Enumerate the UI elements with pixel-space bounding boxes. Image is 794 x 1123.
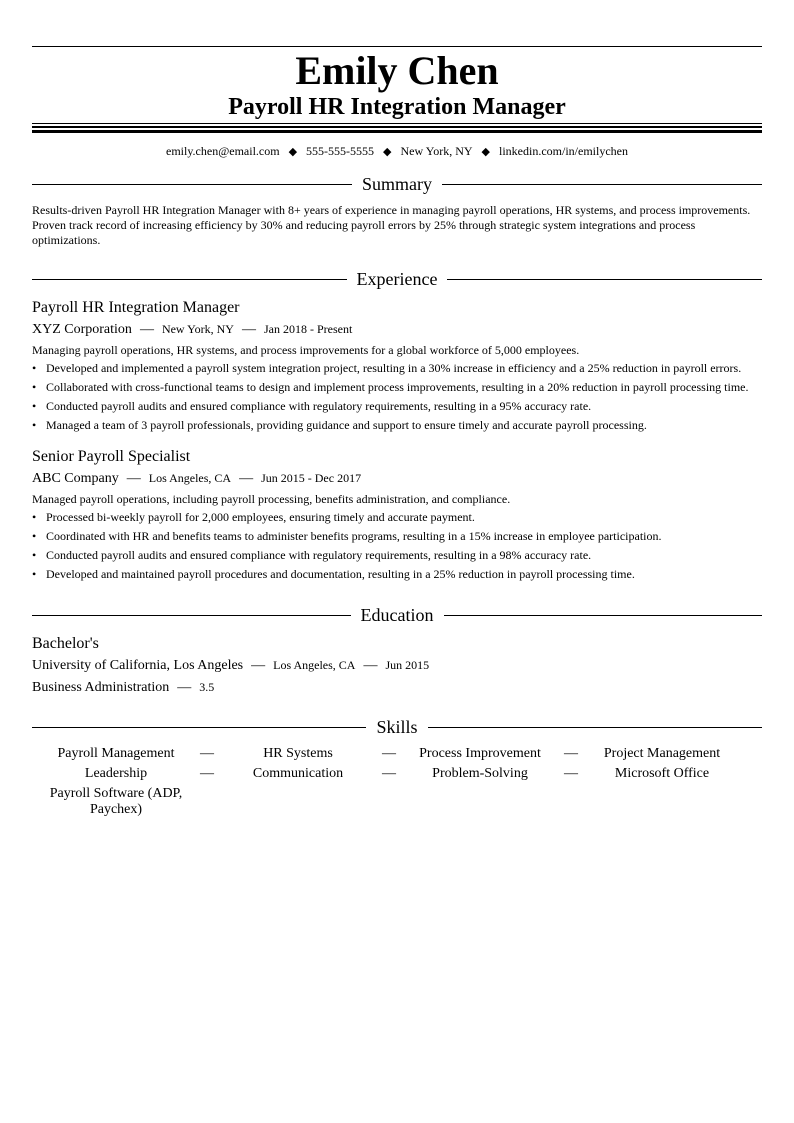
- education-meta: [32, 655, 762, 676]
- list-item: [32, 548, 762, 563]
- section-label: Education: [360, 605, 434, 625]
- skill-item: Payroll Software (ADP, Paychex): [49, 786, 183, 817]
- candidate-title: Payroll HR Integration Manager: [228, 94, 566, 120]
- job-location: New York, NY: [161, 322, 234, 336]
- dash-separator: —: [382, 746, 396, 761]
- section-rule: [32, 727, 366, 728]
- job-location: Los Angeles, CA: [148, 471, 232, 485]
- dash-separator: —: [139, 322, 154, 337]
- section-heading-skills: [32, 716, 762, 738]
- skills-row: [32, 786, 762, 818]
- job-dates: Jan 2018 - Present: [263, 322, 353, 336]
- bullet-text: Coordinated with HR and benefits teams to administer benefits programs, resulting in a 15% increase in employee participation.: [46, 529, 662, 543]
- bullet-icon: •: [32, 361, 37, 375]
- header-rule-thin: [32, 123, 762, 124]
- education-entry: [32, 634, 762, 698]
- job-bullets: [32, 510, 762, 582]
- candidate-name: Emily Chen: [295, 48, 499, 93]
- job-meta: [32, 319, 762, 340]
- job-bullets: [32, 361, 762, 433]
- list-item: [32, 399, 762, 414]
- section-rule: [428, 727, 762, 728]
- job-description: Managing payroll operations, HR systems, and process improvements for a global workforce of 5,000 employees.: [32, 343, 580, 357]
- experience-entry: [32, 447, 762, 586]
- job-meta: [32, 468, 762, 489]
- job-title: Senior Payroll Specialist: [32, 448, 191, 465]
- contact-email[interactable]: emily.chen@email.com: [166, 144, 280, 158]
- education-field-line: [32, 677, 762, 698]
- skill-item: Process Improvement: [419, 746, 541, 761]
- list-item: [32, 529, 762, 544]
- bullet-icon: •: [32, 529, 37, 543]
- skill-item: Problem-Solving: [432, 766, 528, 781]
- skill-item: Microsoft Office: [614, 766, 710, 781]
- dash-separator: —: [564, 746, 578, 761]
- dash-separator: —: [239, 471, 254, 486]
- skill-item: Project Management: [603, 746, 721, 761]
- section-rule: [32, 615, 351, 616]
- section-rule: [32, 184, 352, 185]
- header-top-rule: [32, 46, 762, 47]
- degree: Bachelor's: [32, 635, 99, 652]
- bullet-text: Developed and implemented a payroll system integration project, resulting in a 30% increase in efficiency and a 25% reduction in payroll errors.: [46, 361, 742, 375]
- skills-row: [32, 766, 762, 782]
- job-company: XYZ Corporation: [32, 322, 132, 337]
- dash-separator: —: [177, 680, 192, 695]
- bullet-icon: •: [32, 399, 37, 413]
- bullet-icon: •: [32, 548, 37, 562]
- dash-separator: —: [126, 471, 141, 486]
- dash-separator: —: [564, 766, 578, 781]
- section-rule: [32, 279, 347, 280]
- contact-line: [32, 143, 762, 160]
- section-label: Experience: [356, 269, 438, 289]
- list-item: [32, 418, 762, 433]
- list-item: [32, 361, 762, 376]
- job-dates: Jun 2015 - Dec 2017: [261, 471, 362, 485]
- summary-text: Results-driven Payroll HR Integration Manager with 8+ years of experience in managing payroll operations, HR systems, and process improvements. Proven track record of increasing efficiency by 30% and reducing payroll errors by 25% through strategic system integrations and process optimizations.: [32, 203, 751, 247]
- bullet-text: Developed and maintained payroll procedures and documentation, resulting in a 25% reduction in payroll processing time.: [46, 567, 635, 581]
- bullet-text: Collaborated with cross-functional teams to design and implement process improvements, resulting in a 20% reduction in payroll processing time.: [46, 380, 749, 394]
- dash-separator: —: [241, 322, 256, 337]
- diamond-separator-icon: ◆: [288, 146, 298, 158]
- list-item: [32, 510, 762, 525]
- gpa: 3.5: [199, 680, 215, 694]
- section-heading-experience: [32, 268, 762, 290]
- dash-separator: —: [251, 658, 266, 673]
- job-description: Managed payroll operations, including payroll processing, benefits administration, and compliance.: [32, 492, 511, 506]
- section-heading-education: [32, 604, 762, 626]
- bullet-icon: •: [32, 418, 37, 432]
- bullet-icon: •: [32, 380, 37, 394]
- section-label: Skills: [376, 717, 418, 737]
- header-rule-thick: [32, 130, 762, 133]
- skill-item: Communication: [252, 766, 344, 781]
- section-label: Summary: [362, 174, 432, 194]
- dash-separator: —: [200, 746, 214, 761]
- diamond-separator-icon: ◆: [383, 146, 392, 158]
- dash-separator: —: [382, 766, 396, 781]
- section-rule: [444, 615, 763, 616]
- list-item: [32, 567, 762, 582]
- dash-separator: —: [363, 658, 378, 673]
- skill-item: Leadership: [84, 766, 148, 781]
- job-company: ABC Company: [32, 471, 119, 486]
- graduation-date: Jun 2015: [385, 658, 430, 672]
- bullet-text: Processed bi-weekly payroll for 2,000 employees, ensuring timely and accurate payment.: [46, 510, 475, 524]
- bullet-text: Conducted payroll audits and ensured compliance with regulatory requirements, resulting in a 98% accuracy rate.: [46, 548, 592, 562]
- dash-separator: —: [200, 766, 214, 781]
- skill-item: HR Systems: [263, 746, 333, 761]
- header-rule-medium: [32, 126, 762, 128]
- field-of-study: Business Administration: [32, 680, 170, 695]
- contact-location: New York, NY: [400, 144, 473, 158]
- bullet-text: Managed a team of 3 payroll professionals, providing guidance and support to ensure timely and accurate payroll processing.: [46, 418, 647, 432]
- section-heading-summary: [32, 173, 762, 195]
- school-name: University of California, Los Angeles: [32, 658, 244, 673]
- section-rule: [442, 184, 762, 185]
- school-location: Los Angeles, CA: [273, 658, 356, 672]
- contact-linkedin[interactable]: linkedin.com/in/emilychen: [499, 144, 628, 158]
- list-item: [32, 380, 762, 395]
- experience-entry: [32, 298, 762, 437]
- job-title: Payroll HR Integration Manager: [32, 299, 240, 316]
- bullet-icon: •: [32, 567, 37, 581]
- diamond-separator-icon: ◆: [481, 146, 490, 158]
- contact-phone[interactable]: 555-555-5555: [306, 144, 375, 158]
- section-rule: [447, 279, 762, 280]
- skills-row: [32, 746, 762, 762]
- bullet-text: Conducted payroll audits and ensured compliance with regulatory requirements, resulting in a 95% accuracy rate.: [46, 399, 592, 413]
- skill-item: Payroll Management: [57, 746, 175, 761]
- bullet-icon: •: [32, 510, 37, 524]
- skills-grid: [32, 746, 762, 822]
